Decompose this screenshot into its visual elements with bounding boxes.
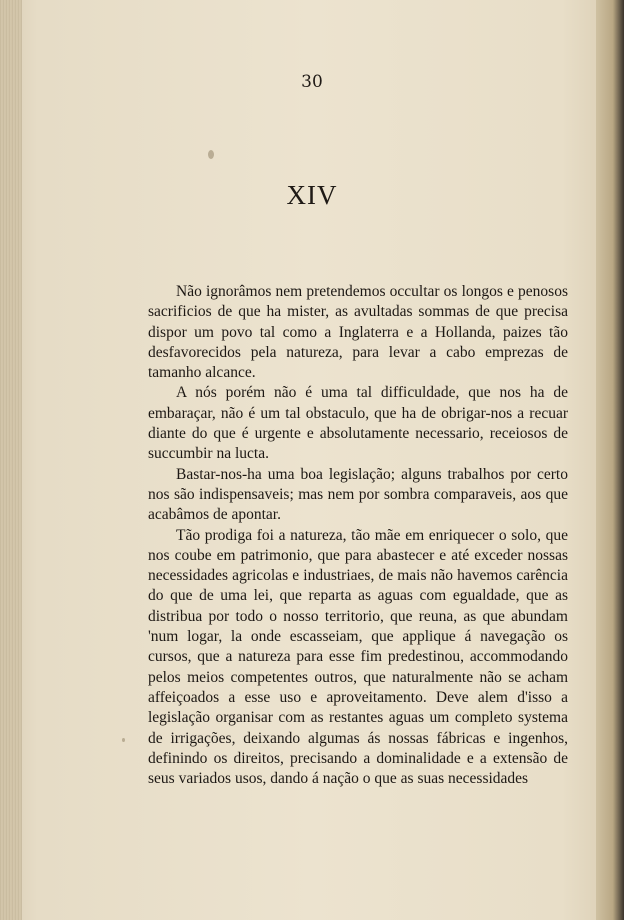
paragraph: Não ignorâmos nem pretendemos occultar os longos e penosos sacrificios de que ha mister, as avultadas sommas de que precisa dispor um povo tal como a Inglaterra e a Hollanda, paizes tão desfavorecidos pela natureza, para levar a cabo emprezas de tamanho alcance.	[148, 283, 568, 382]
paragraph: Bastar-nos-ha uma boa legislação; alguns trabalhos por certo nos são indispensaveis; mas nem por sombra comparaveis, aos que acabâmos de apontar.	[148, 465, 568, 524]
paragraph: A nós porém não é uma tal difficuldade, que nos ha de embaraçar, não é um tal obstaculo, que ha de obrigar-nos a recuar diante do que é urgente e absolutamente necessario, receiosos de succumbir na lucta.	[148, 384, 568, 463]
chapter-heading: XIV	[286, 180, 338, 210]
page-binding-edge	[0, 0, 22, 920]
paragraph: Tão prodiga foi a natureza, tão mãe em enriquecer o solo, que nos coube em patrimonio, que para abastecer e até exceder nossas necessidades agricolas e industriaes, de mais não havemos carência do que de uma lei, que reparta as aguas com egualdade, que as distribua por todo o nosso territorio, que reuna, as que abundam 'num logar, la onde escasseiam, que applique á navegação os cursos, que a natureza para esse fim predestinou, accommodando pelos meios competentes outros, que naturalmente não se acham affeiçoados a esse uso e aproveitamento. Deve alem d'isso a legislação organisar com as restantes aguas um completo systema de irrigações, deixando algumas ás nossas fábricas e ingenhos, definindo os direitos, precisando a dominalidade e a extensão de seus variados usos, dando á nação o que as suas necessidades	[148, 526, 568, 788]
foxing-spot	[208, 150, 214, 159]
page-number: 30	[301, 72, 323, 92]
page-right-edge	[596, 0, 624, 920]
body-text	[148, 282, 568, 789]
foxing-spot	[122, 738, 125, 742]
